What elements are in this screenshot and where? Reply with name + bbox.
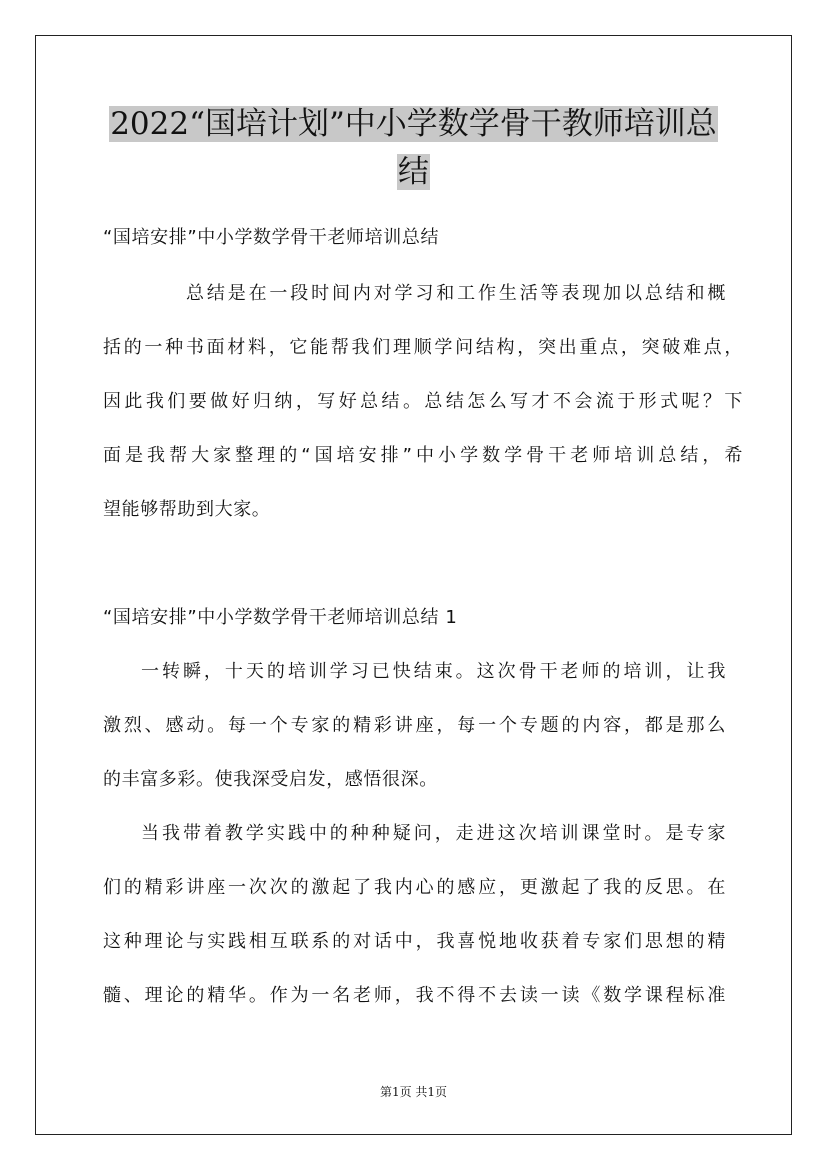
paragraph-line: 一转瞬，十天的培训学习已快结束。这次骨干老师的培训，让我 bbox=[141, 661, 726, 682]
intro-line: 括的一种书面材料，它能帮我们理顺学问结构，突出重点，突破难点， bbox=[103, 337, 743, 358]
document-title-line1: 2022“国培计划”中小学数学骨干教师培训总 bbox=[110, 106, 717, 142]
paragraph-line: 这种理论与实践相互联系的对话中，我喜悦地收获着专家们思想的精 bbox=[103, 931, 726, 952]
paragraph-line: 当我带着教学实践中的种种疑问，走进这次培训课堂时。是专家 bbox=[141, 823, 726, 844]
intro-line: 望能够帮助到大家。 bbox=[103, 499, 271, 520]
document-title-line2: 结 bbox=[398, 154, 429, 190]
subtitle: “国培安排”中小学数学骨干老师培训总结 bbox=[103, 227, 440, 248]
intro-line: 总结是在一段时间内对学习和工作生活等表现加以总结和概 bbox=[186, 283, 726, 304]
paragraph-line: 们的精彩讲座一次次的激起了我内心的感应，更激起了我的反思。在 bbox=[103, 877, 726, 898]
intro-line: 面是我帮大家整理的“国培安排”中小学数学骨干老师培训总结，希 bbox=[103, 445, 743, 466]
intro-line: 因此我们要做好归纳，写好总结。总结怎么写才不会流于形式呢？下 bbox=[103, 391, 743, 412]
document-title bbox=[60, 100, 767, 196]
section-heading: “国培安排”中小学数学骨干老师培训总结 1 bbox=[103, 607, 458, 628]
page-border bbox=[35, 35, 792, 1135]
page-number-footer: 第1页 共1页 bbox=[379, 1085, 448, 1099]
paragraph-line: 髓、理论的精华。作为一名老师，我不得不去读一读《数学课程标准 bbox=[103, 985, 726, 1006]
paragraph-line: 的丰富多彩。使我深受启发，感悟很深。 bbox=[103, 769, 438, 790]
paragraph-line: 激烈、感动。每一个专家的精彩讲座，每一个专题的内容，都是那么 bbox=[103, 715, 726, 736]
